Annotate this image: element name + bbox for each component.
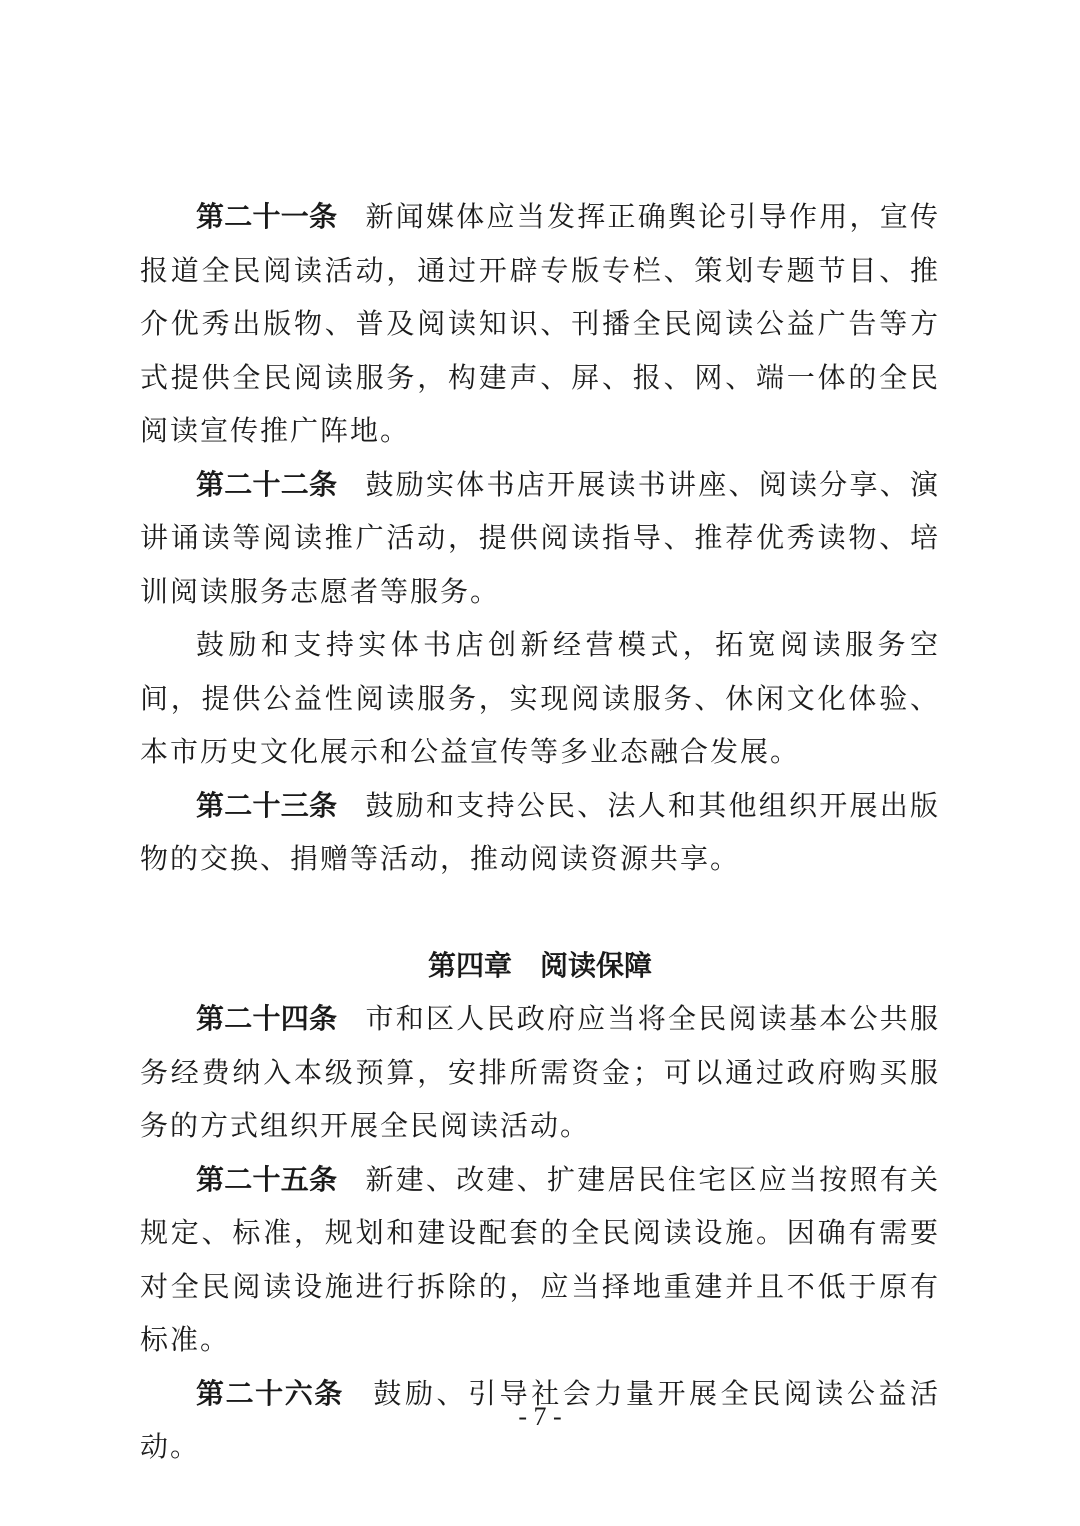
article-text: 鼓励、引导社会力量开展全民阅读公益活动。 (140, 1376, 940, 1463)
article-label: 第二十六条 (196, 1376, 344, 1410)
article-22-paragraph-2 (140, 618, 940, 779)
article-23 (140, 779, 940, 886)
article-label: 第二十五条 (196, 1162, 338, 1196)
article-25 (140, 1153, 940, 1367)
article-text: 鼓励和支持公民、法人和其他组织开展出版物的交换、捐赠等活动，推动阅读资源共享。 (140, 788, 940, 875)
article-24 (140, 992, 940, 1153)
chapter-title: 阅读保障 (540, 948, 653, 982)
article-label: 第二十一条 (196, 200, 338, 233)
article-21 (140, 190, 940, 458)
article-label: 第二十二条 (196, 467, 338, 501)
chapter-number: 第四章 (427, 948, 512, 982)
article-text: 鼓励和支持实体书店创新经营模式，拓宽阅读服务空间，提供公益性阅读服务，实现阅读服务、休闲文化体验、本市历史文化展示和公益宣传等多业态融合发展。 (140, 628, 940, 768)
article-text: 市和区人民政府应当将全民阅读基本公共服务经费纳入本级预算，安排所需资金；可以通过政府购买服务的方式组织开展全民阅读活动。 (140, 1002, 940, 1142)
page-number: - 7 - (518, 1402, 562, 1431)
article-label: 第二十四条 (196, 1002, 338, 1035)
article-text: 鼓励实体书店开展读书讲座、阅读分享、演讲诵读等阅读推广活动，提供阅读指导、推荐优秀读物、培训阅读服务志愿者等服务。 (140, 467, 940, 608)
document-body (140, 190, 940, 1474)
chapter-heading (140, 939, 940, 993)
article-text: 新建、改建、扩建居民住宅区应当按照有关规定、标准，规划和建设配套的全民阅读设施。因确有需要对全民阅读设施进行拆除的，应当择地重建并且不低于原有标准。 (140, 1162, 940, 1356)
article-label: 第二十三条 (196, 788, 338, 822)
article-text: 新闻媒体应当发挥正确舆论引导作用，宣传报道全民阅读活动，通过开辟专版专栏、策划专题节目、推介优秀出版物、普及阅读知识、刊播全民阅读公益广告等方式提供全民阅读服务，构建声、屏、报、网、端一体的全民阅读宣传推广阵地。 (140, 200, 940, 447)
article-22 (140, 458, 940, 619)
